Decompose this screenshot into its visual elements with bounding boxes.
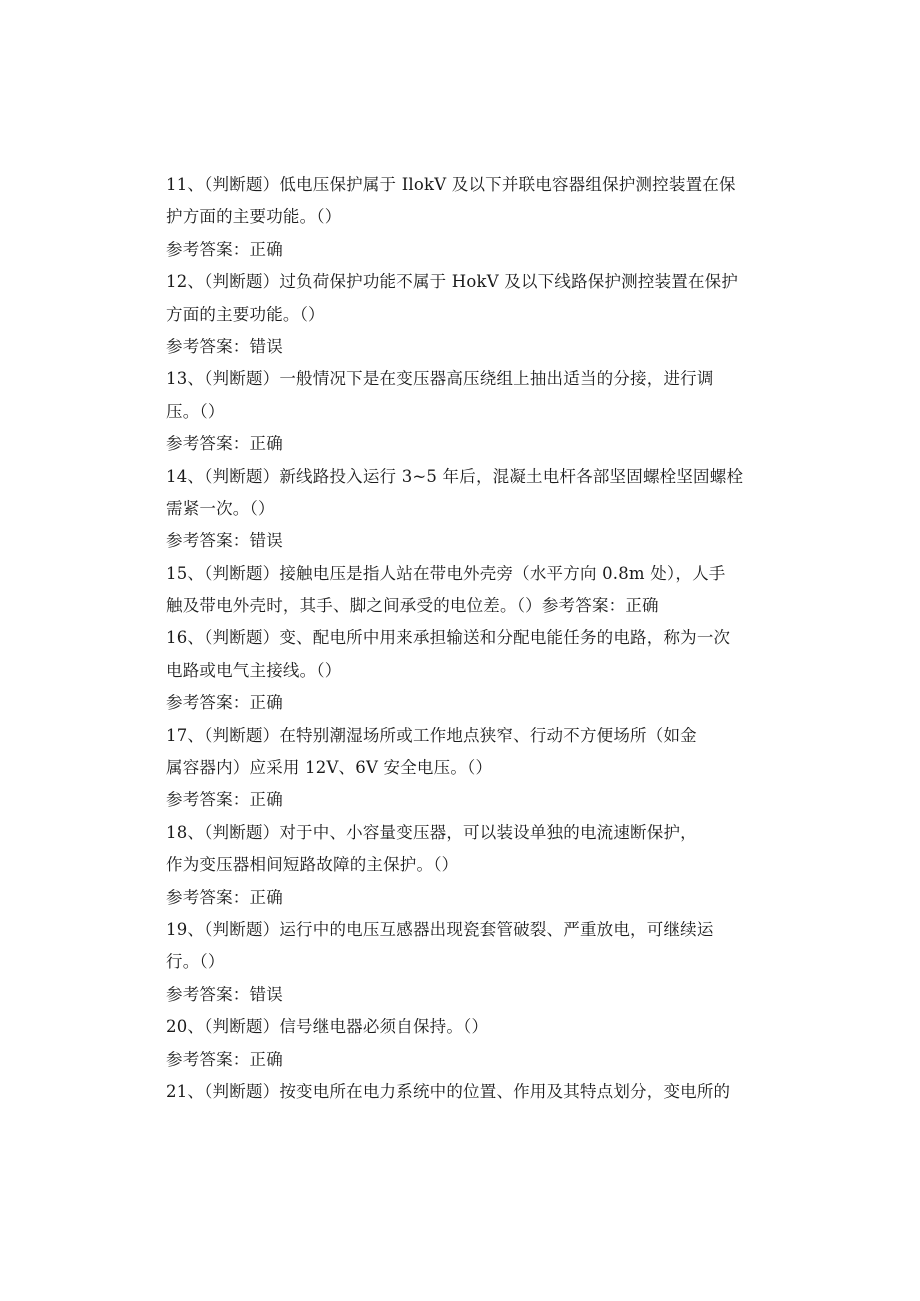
answer-line: 参考答案：错误	[166, 984, 283, 1004]
answer-line: 参考答案：错误	[166, 336, 283, 356]
text-line: 行。（）	[166, 952, 225, 972]
answer-line: 参考答案：正确	[166, 693, 283, 713]
answer-line: 参考答案：正确	[166, 887, 283, 907]
text-line: 压。（）	[166, 401, 225, 421]
answer-line: 参考答案：正确	[166, 239, 283, 259]
answer-line: 参考答案：正确	[166, 1049, 283, 1069]
answer-line: 参考答案：正确	[166, 790, 283, 810]
text-line: 方面的主要功能。（）	[166, 304, 325, 324]
text-line: 18、（判断题）对于中、小容量变压器，可以装设单独的电流速断保护，	[166, 822, 697, 842]
text-line: 作为变压器相间短路故障的主保护。（）	[166, 855, 459, 875]
text-line: 电路或电气主接线。（）	[166, 660, 342, 680]
text-line: 属容器内）应采用 12V、6V 安全电压。（）	[166, 758, 493, 778]
text-line: 护方面的主要功能。（）	[166, 207, 342, 227]
text-line: 触及带电外壳时，其手、脚之间承受的电位差。（）参考答案：正确	[166, 596, 659, 616]
question-list	[166, 169, 766, 1108]
text-line: 16、（判断题）变、配电所中用来承担输送和分配电能任务的电路，称为一次	[166, 628, 731, 648]
answer-line: 参考答案：正确	[166, 434, 283, 454]
text-line: 19、（判断题）运行中的电压互感器出现瓷套管破裂、严重放电，可继续运	[166, 919, 714, 939]
text-line: 17、（判断题）在特别潮湿场所或工作地点狭窄、行动不方便场所（如金	[166, 725, 697, 745]
answer-line: 参考答案：错误	[166, 531, 283, 551]
text-line: 14、（判断题）新线路投入运行 3~5 年后，混凝土电杆各部坚固螺栓坚固螺栓	[166, 466, 744, 486]
text-line: 21、（判断题）按变电所在电力系统中的位置、作用及其特点划分，变电所的	[166, 1081, 731, 1101]
text-line: 15、（判断题）接触电压是指人站在带电外壳旁（水平方向 0.8m 处），人手	[166, 563, 726, 583]
text-line: 13、（判断题）一般情况下是在变压器高压绕组上抽出适当的分接，进行调	[166, 369, 714, 389]
text-line: 20、（判断题）信号继电器必须自保持。（）	[166, 1017, 489, 1037]
text-line: 11、（判断题）低电压保护属于 IlokV 及以下并联电容器组保护测控装置在保	[166, 175, 736, 194]
text-line: 需紧一次。（）	[166, 498, 275, 518]
text-line: 12、（判断题）过负荷保护功能不属于 HokV 及以下线路保护测控装置在保护	[166, 272, 739, 292]
